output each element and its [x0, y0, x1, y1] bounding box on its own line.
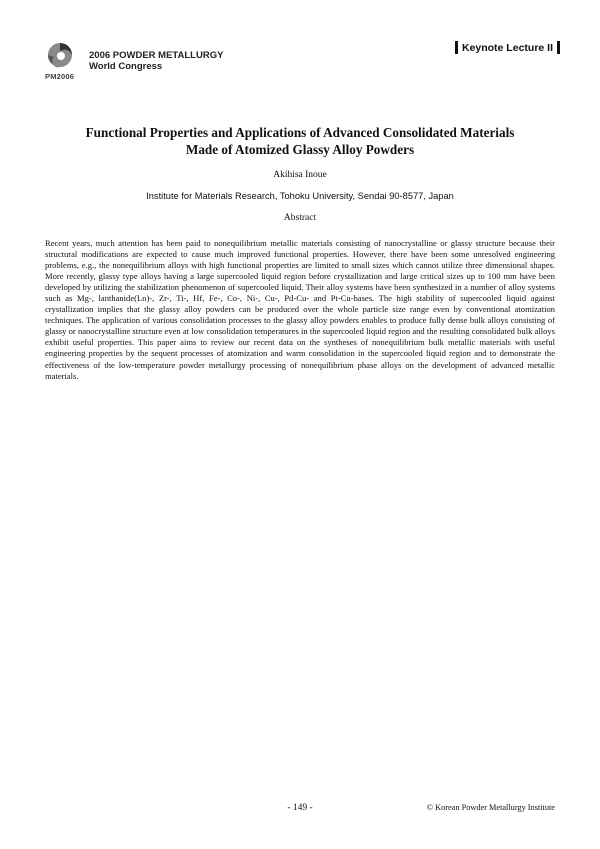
- paper-title: [40, 124, 560, 158]
- page-number: - 149 -: [287, 803, 313, 813]
- swirl-logo-icon: [45, 42, 75, 70]
- title-line-2: Made of Atomized Glassy Alloy Powders: [185, 142, 415, 157]
- affiliation: Institute for Materials Research, Tohoku University, Sendai 90-8577, Japan: [146, 191, 454, 201]
- author: Akihisa Inoue: [273, 170, 327, 180]
- abstract-heading: Abstract: [283, 213, 317, 223]
- conference-name: [89, 50, 223, 72]
- title-line-1: Functional Properties and Applications of Advanced Consolidated Materials: [85, 125, 515, 140]
- abstract-body: Recent years, much attention has been paid to nonequilibrium metallic materials consisting of nanocrystalline or glassy structure because their structural modifications are expected to cause much improved functional properties. However, there have been some unresolved engineering problems, e.g., the nonequilibrium alloys with high functional properties are limited to small sizes which cannot utilize three dimensional shapes. More recently, glassy type alloys having a large supercooled liquid region before crystallization and large critical sizes up to 100 mm have been developed by utilizing the stabilization phenomenon of supercooled liquid. Their alloy systems have been synthesized in a number of alloy systems such as Mg-, lanthanide(Ln)-, Zr-, Ti-, Hf, Fe-, Co-, Ni-, Cu-, Pd-Cu- and Pt-Cu-bases. The high stability of supercooled liquid against crystallization implies that the glassy alloy powders can be produced over the whole particle size range even by conventional atomization techniques. The application of various consolidation processes to the glassy alloy powders enables to produce fully dense bulk alloys consisting of glassy or nanocrystalline structure even at low consolidation temperatures in the supercooled liquid region and the resulting consolidated bulk alloys exhibit useful properties. This paper aims to review our recent data on the syntheses of nonequilibrium bulk metallic materials with useful engineering properties by the sequent processes of atomization and warm consolidation in the supercooled liquid region and to demonstrate the effectiveness of the low-temperature powder metallurgy processing of nonequilibrium phase alloys on the development of advanced metallic materials.: [45, 238, 555, 381]
- logo-text: PM2006: [45, 72, 75, 81]
- copyright: © Korean Powder Metallurgy Institute: [426, 803, 555, 812]
- conference-line-2: World Congress: [89, 61, 163, 72]
- label-bar-left-icon: [455, 41, 458, 54]
- conference-line-1: 2006 POWDER METALLURGY: [89, 50, 224, 61]
- label-bar-right-icon: [557, 41, 560, 54]
- section-label-text: Keynote Lecture II: [461, 41, 553, 54]
- section-label: [455, 41, 560, 54]
- conference-logo: [45, 42, 79, 82]
